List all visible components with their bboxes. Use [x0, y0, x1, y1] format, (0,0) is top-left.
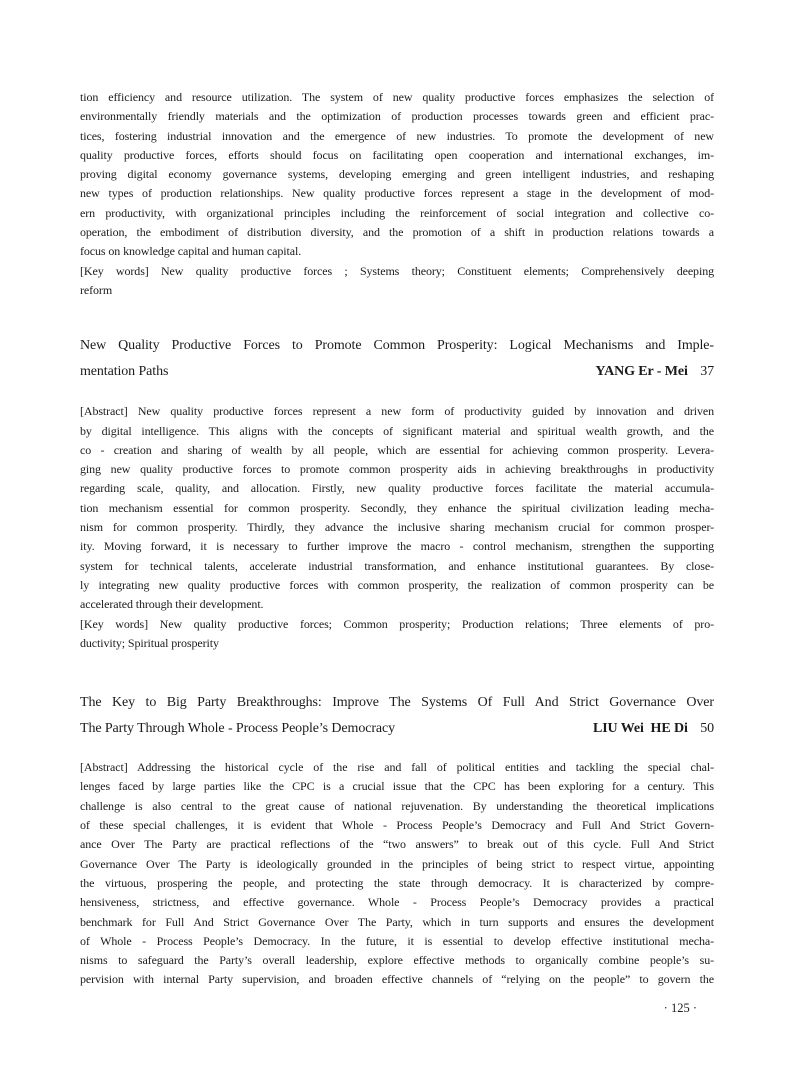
- entry2-title-line1: The Key to Big Party Breakthroughs: Improve The Systems Of Full And Strict Governance Over: [80, 695, 714, 711]
- text-line: accelerated through their development.: [80, 597, 264, 612]
- entry1-title-line1: New Quality Productive Forces to Promote Common Prosperity: Logical Mechanisms and Imple-: [80, 338, 714, 354]
- text-line: of these special challenges, it is evident that Whole - Process People’s Democracy and Full And Strict Govern-: [80, 818, 714, 833]
- text-line: [Key words] New quality productive forces; Common prosperity; Production relations; Three elements of pro-: [80, 616, 714, 631]
- text-line: hensiveness, strictness, and effective governance. Whole - Process People’s Democracy provides a practical: [80, 895, 714, 910]
- text-line: nisms to safeguard the Party’s overall leadership, explore effective methods to organically combine people’s su-: [80, 953, 714, 968]
- entry1-title-block: [80, 333, 714, 384]
- text-line: ern productivity, with organizational principles including the reinforcement of social integration and collective co-: [80, 205, 714, 220]
- entry1-byline: [595, 359, 714, 385]
- entry1-abstract-lines: [80, 402, 714, 614]
- text-line: Governance Over The Party is ideologically grounded in the principles of being strict to respect virtue, appointing: [80, 856, 714, 871]
- text-line: [Abstract] Addressing the historical cycle of the rise and fall of political entities and tackling the special chal-: [80, 760, 714, 775]
- text-line: operation, the embodiment of distribution diversity, and the promotion of a shift in production relations towards a: [80, 225, 714, 240]
- article-entry-1: [80, 333, 714, 653]
- entry2-abstract-lines: [80, 758, 714, 990]
- text-line: [Key words] New quality productive forces ; Systems theory; Constituent elements; Comprehensively deeping: [80, 263, 714, 278]
- entry1-start-page: 37: [700, 363, 714, 379]
- text-line: challenge is also central to the great cause of national rejuvenation. By understanding the theoretical implications: [80, 798, 714, 813]
- entry2-title-block: [80, 690, 714, 741]
- text-line: system for technical talents, accelerate industrial transformation, and enhance institutional guarantees. By close-: [80, 558, 714, 573]
- page-number: · 125 ·: [663, 1000, 697, 1015]
- text-line: proving digital economy governance systems, developing emerging and green intelligent industries, and reshaping: [80, 167, 714, 182]
- entry2-title-continuation: The Party Through Whole - Process People’s Democracy: [80, 720, 396, 736]
- text-line: of Whole - Process People’s Democracy. In the future, it is essential to develop effective institutional mecha-: [80, 933, 714, 948]
- text-line: regarding scale, quality, and allocation. Firstly, new quality productive forces facilitate the material accumula-: [80, 481, 714, 496]
- text-line: ly integrating new quality productive forces with common prosperity, the realization of common prosperity can be: [80, 577, 714, 592]
- text-line: the virtuous, prospering the people, and protecting the state through democracy. It is characterized by compre-: [80, 875, 714, 890]
- text-line: new types of production relationships. New quality productive forces represent a stage in the development of mod-: [80, 186, 714, 201]
- text-line: ductivity; Spiritual prosperity: [80, 635, 219, 650]
- entry2-authors: LIU Wei HE Di: [592, 720, 688, 736]
- text-line: reform: [80, 282, 113, 297]
- text-line: ance Over The Party are practical reflections of the “two answers” to break out of this cycle. Full And Strict: [80, 837, 714, 852]
- text-line: tion mechanism essential for common prosperity. Secondly, they enhance the spiritual civilization leading mecha-: [80, 500, 714, 515]
- continued-abstract-lines: [80, 88, 714, 262]
- text-line: focus on knowledge capital and human capital.: [80, 244, 302, 259]
- text-line: quality productive forces, efforts should focus on facilitating open cooperation and international exchanges, im-: [80, 147, 714, 162]
- text-column: [80, 0, 714, 1018]
- text-line: environmentally friendly materials and the optimization of production processes towards green and efficient prac-: [80, 109, 714, 124]
- text-line: tices, fostering industrial innovation and the emergence of new industries. To promote the development of new: [80, 128, 714, 143]
- text-line: [Abstract] New quality productive forces represent a new form of productivity guided by innovation and driven: [80, 404, 714, 419]
- entry1-title-line2: [80, 359, 714, 385]
- text-line: ity. Moving forward, it is necessary to further improve the macro - control mechanism, strengthen the supporting: [80, 539, 714, 554]
- text-line: nism for common prosperity. Thirdly, they advance the inclusive sharing mechanism crucial for common prosper-: [80, 520, 714, 535]
- entry2-title-line2: [80, 716, 714, 742]
- text-line: tion efficiency and resource utilization. The system of new quality productive forces emphasizes the selection of: [80, 90, 714, 104]
- text-line: ging new quality productive forces to promote common prosperity aids in achieving breakthroughs in productivity: [80, 462, 714, 477]
- continued-keywords-lines: [80, 262, 714, 301]
- entry1-authors: YANG Er - Mei: [595, 363, 688, 379]
- entry1-keywords-lines: [80, 615, 714, 654]
- text-line: benchmark for Full And Strict Governance Over The Party, which in turn supports and ensures the development: [80, 914, 714, 929]
- text-line: pervision with internal Party supervision, and broaden effective channels of “relying on the people” to govern the: [80, 972, 714, 987]
- text-line: by digital intelligence. This aligns with the concepts of significant material and spiritual wealth growth, and the: [80, 423, 714, 438]
- entry1-title-continuation: mentation Paths: [80, 363, 169, 379]
- entry2-start-page: 50: [700, 720, 714, 736]
- text-line: lenges faced by large parties like the CPC is a crucial issue that the CPC has been exploring for a century. This: [80, 779, 714, 794]
- article-entry-2: [80, 690, 714, 990]
- continued-entry-section: [80, 88, 714, 300]
- entry2-byline: [593, 716, 714, 742]
- text-line: co - creation and sharing of wealth by all people, which are essential for achieving common prosperity. Levera-: [80, 442, 714, 457]
